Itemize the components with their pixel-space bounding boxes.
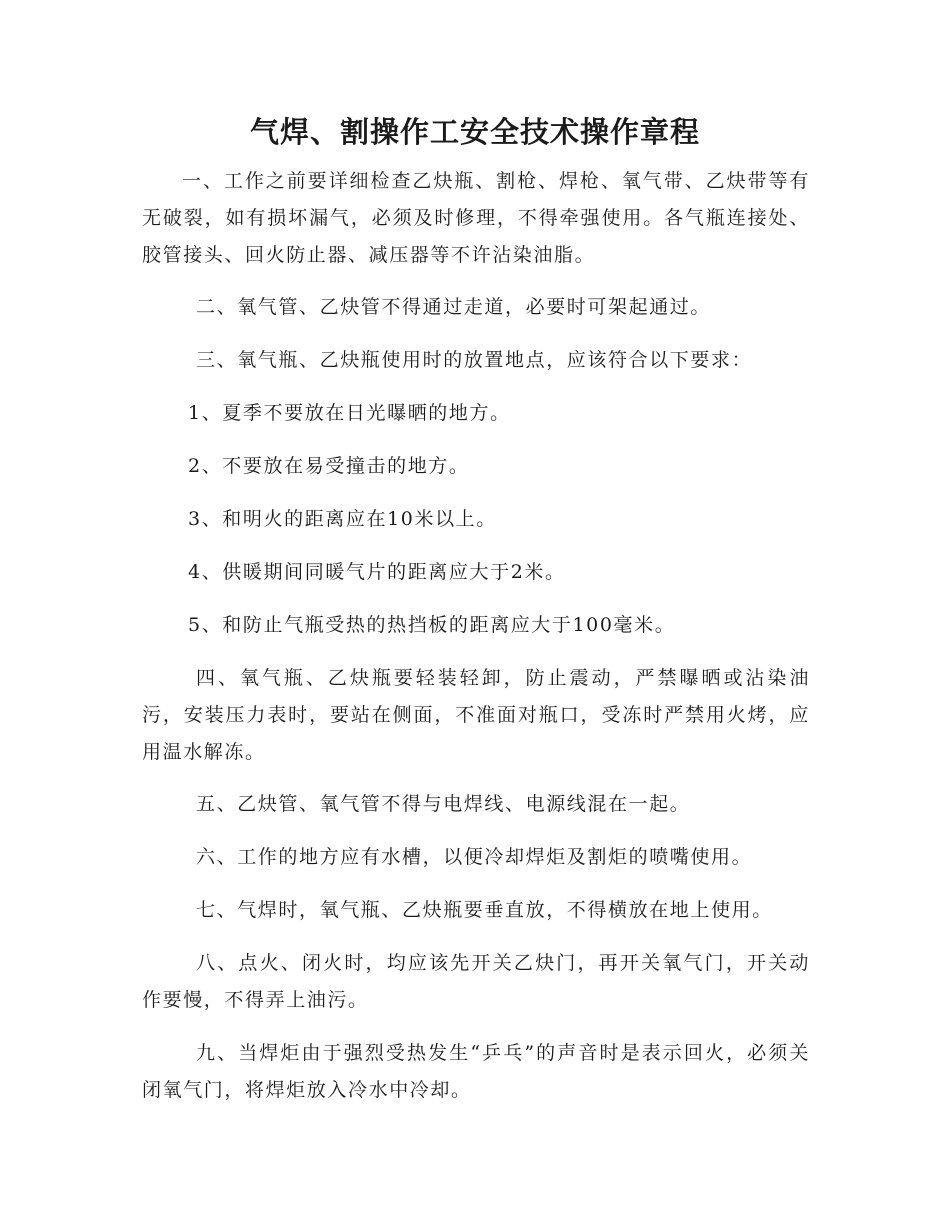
paragraph-9: 九、当焊炬由于强烈受热发生“乒乓”的声音时是表示回火，必须关闭氧气门，将焊炬放入冷水中冷却。	[142, 1042, 810, 1101]
list-item-2: 2、不要放在易受撞击的地方。	[188, 455, 470, 477]
paragraph-3: 三、氧气瓶、乙炔瓶使用时的放置地点，应该符合以下要求：	[196, 349, 753, 371]
list-item-1: 1、夏季不要放在日光曝晒的地方。	[188, 402, 511, 424]
paragraph-8: 八、点火、闭火时，均应该先开关乙炔门，再开关氧气门，开关动作要慢，不得弄上油污。	[142, 952, 810, 1011]
document-title: 气焊、割操作工安全技术操作章程	[249, 115, 700, 149]
list-item-5: 5、和防止气瓶受热的热挡板的距离应大于100毫米。	[188, 614, 676, 636]
list-item-4: 4、供暖期间同暖气片的距离应大于2米。	[188, 561, 566, 583]
paragraph-1: 一、工作之前要详细检查乙炔瓶、割枪、焊枪、氧气带、乙炔带等有无破裂，如有损坏漏气，必须及时修理，不得牵强使用。各气瓶连接处、胶管接头、回火防止器、减压器等不许沾染油脂。	[142, 170, 810, 266]
paragraph-2: 二、氧气管、乙炔管不得通过走道，必要时可架起通过。	[196, 296, 712, 318]
paragraph-4: 四、氧气瓶、乙炔瓶要轻装轻卸，防止震动，严禁曝晒或沾染油污，安装压力表时，要站在侧面，不准面对瓶口，受冻时严禁用火烤，应用温水解冻。	[142, 667, 810, 763]
paragraph-7: 七、气焊时，氧气瓶、乙炔瓶要垂直放，不得横放在地上使用。	[196, 899, 773, 921]
paragraph-5: 五、乙炔管、氧气管不得与电焊线、电源线混在一起。	[196, 793, 691, 815]
paragraph-6: 六、工作的地方应有水槽，以便冷却焊炬及割炬的喷嘴使用。	[196, 846, 753, 868]
list-item-3: 3、和明火的距离应在10米以上。	[188, 508, 497, 530]
